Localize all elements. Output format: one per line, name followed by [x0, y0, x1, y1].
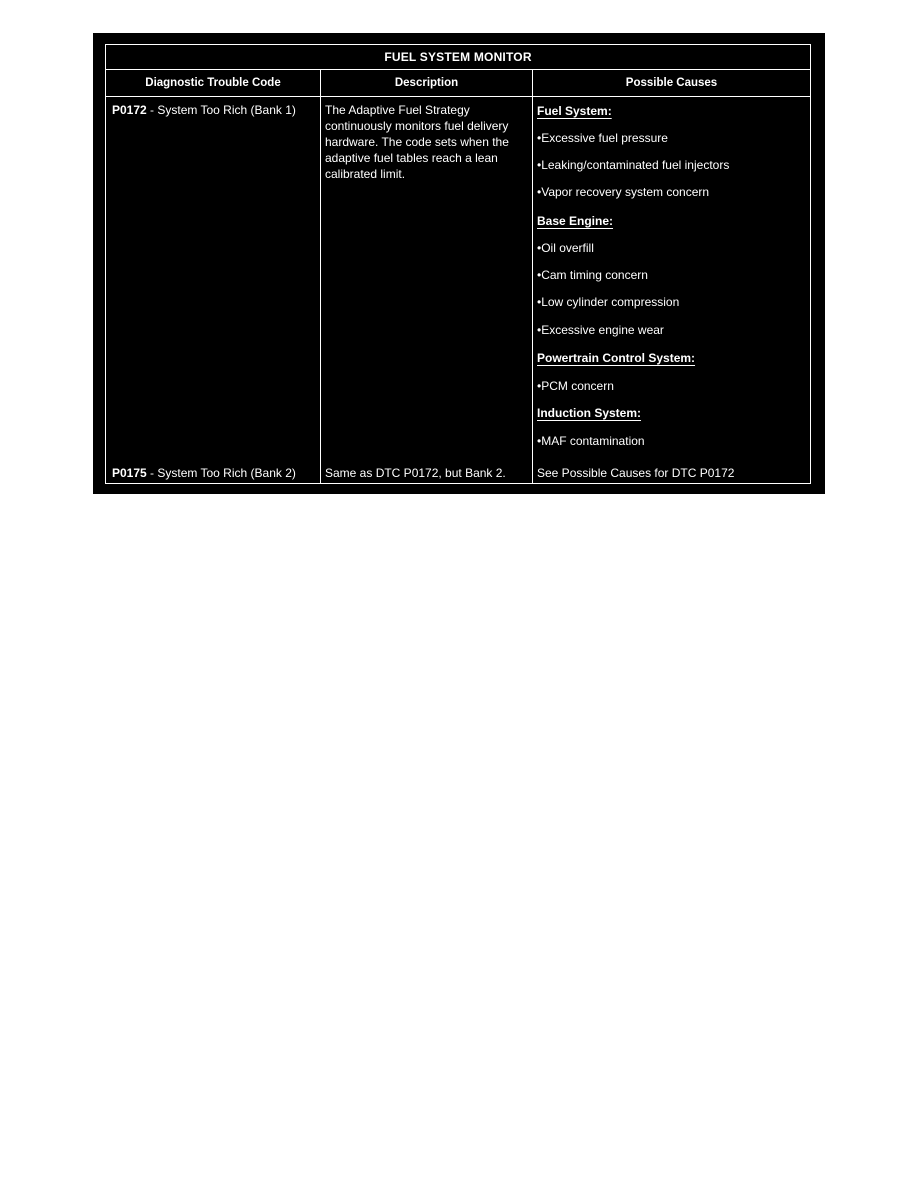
- dtc-p0175: [112, 465, 316, 481]
- cause-category: Powertrain Control System:: [537, 351, 696, 365]
- cause-item: •Vapor recovery system concern: [537, 185, 710, 199]
- cause-item: •Excessive engine wear: [537, 323, 664, 337]
- cause-item: •Leaking/contaminated fuel injectors: [537, 158, 730, 172]
- dtc-code-desc: - System Too Rich (Bank 1): [146, 103, 296, 117]
- causes-p0175: See Possible Causes for DTC P0172: [537, 466, 735, 480]
- cause-item: •Excessive fuel pressure: [537, 131, 668, 145]
- cause-category: Fuel System:: [537, 104, 612, 118]
- header-dtc: Diagnostic Trouble Code: [106, 70, 321, 96]
- table-header-row: [106, 70, 810, 97]
- fuel-system-monitor-table: [105, 44, 811, 484]
- document-figure: [93, 33, 825, 494]
- dtc-code: P0175: [112, 466, 147, 480]
- description-p0175: Same as DTC P0172, but Bank 2.: [325, 466, 506, 480]
- cause-item: •Low cylinder compression: [537, 295, 680, 309]
- dtc-code-desc: - System Too Rich (Bank 2): [146, 466, 296, 480]
- header-possible-causes: Possible Causes: [625, 77, 718, 89]
- table-body: [106, 97, 810, 484]
- dtc-code: P0172: [112, 103, 147, 117]
- dtc-p0172: [112, 102, 316, 118]
- cause-category: Induction System:: [537, 406, 642, 420]
- table-title: FUEL SYSTEM MONITOR: [106, 45, 810, 70]
- cause-item: •Oil overfill: [537, 241, 594, 255]
- cause-category: Base Engine:: [537, 214, 614, 228]
- description-p0172: The Adaptive Fuel Strategy continuously monitors fuel delivery hardware. The code sets when the adaptive fuel tables reach a lean calibrated limit.: [325, 103, 509, 181]
- cause-item: •Cam timing concern: [537, 268, 648, 282]
- cause-item: •MAF contamination: [537, 434, 645, 448]
- causes-column: [533, 97, 810, 484]
- dtc-column: [106, 97, 321, 484]
- description-column: [321, 97, 533, 484]
- cause-item: •PCM concern: [537, 379, 614, 393]
- header-description: Description: [321, 70, 533, 96]
